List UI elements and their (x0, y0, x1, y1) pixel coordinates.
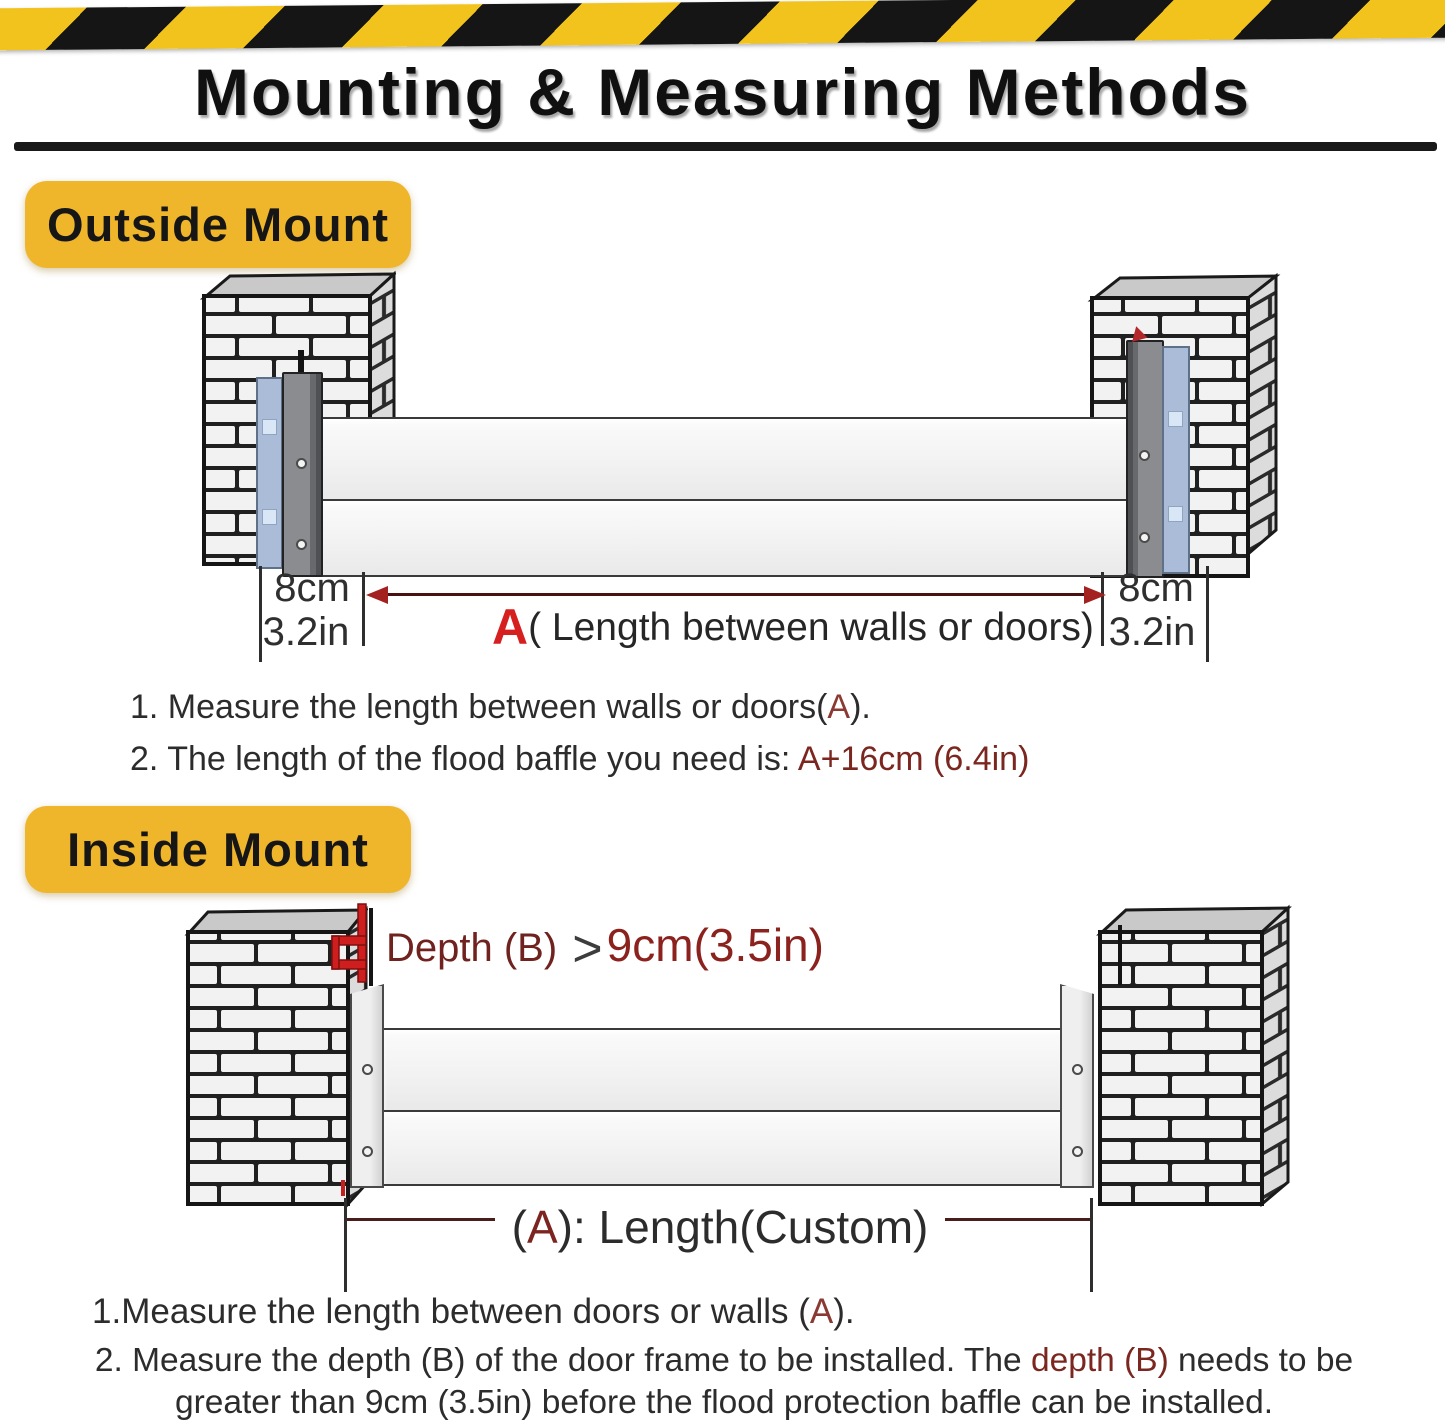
dim-right-cm: 8cm (1118, 566, 1194, 610)
dimension-tick (362, 572, 365, 646)
bolt-hole (362, 1064, 373, 1075)
seal-tab (262, 419, 277, 435)
seal-tab (262, 509, 277, 525)
bolt-hole (362, 1146, 373, 1157)
seal-tab (1168, 506, 1183, 522)
dimension-arrow (384, 593, 1086, 596)
inside-mount-step1: 1.Measure the length between doors or walls (A). (92, 1292, 855, 1331)
arrow-left-icon (366, 586, 388, 604)
dimension-tick (344, 1198, 347, 1292)
inside-mount-step2: 2. Measure the depth (B) of the door frame to be installed. The depth (B) needs to be greater than 9cm (3.5in) before the flood protection baffle can be installed. (94, 1342, 1354, 1421)
flood-barrier-board-bottom (382, 1110, 1064, 1186)
channel-post-left (350, 984, 384, 1188)
inside-mount-badge: Inside Mount (25, 806, 411, 893)
depth-marker-icon (330, 902, 368, 994)
hazard-tape-banner (0, 0, 1445, 50)
bolt-hole (1072, 1146, 1083, 1157)
outside-mount-badge: Outside Mount (25, 181, 411, 268)
wall-seal-strip-left (256, 377, 283, 569)
seal-tab (1168, 411, 1183, 427)
wall-seal-strip-right (1162, 346, 1190, 574)
anchor-rod (369, 908, 373, 986)
mounting-bracket-left (282, 372, 323, 577)
dim-left-in: 3.2in (262, 610, 350, 654)
red-tick-mark (341, 1180, 345, 1196)
brick-pillar-right (1096, 898, 1296, 1210)
length-a-letter: A (492, 599, 529, 655)
flood-barrier-board-top (318, 417, 1140, 501)
instruction-step: 2. The length of the flood baffle you need is: A+16cm (6.4in) (130, 740, 1030, 778)
dim-left-cm: 8cm (274, 566, 350, 610)
length-custom-label: (A): Length(Custom) (511, 1201, 929, 1253)
dimension-tick (1206, 566, 1209, 662)
instruction-step: 1. Measure the length between walls or doors(A). (130, 688, 871, 726)
bolt-hole (1139, 532, 1150, 543)
length-between-walls-label: A( Length between walls or doors) (492, 599, 1094, 655)
bolt-hole (1072, 1064, 1083, 1075)
bolt-hole (1139, 450, 1150, 461)
channel-post-right (1060, 984, 1094, 1188)
dimension-tick (1090, 1198, 1093, 1292)
outside-mount-instructions (130, 690, 1029, 794)
flood-barrier-board-bottom (318, 499, 1140, 577)
depth-label: Depth (B) >9cm(3.5in) (386, 919, 824, 978)
page-title: Mounting & Measuring Methods (194, 55, 1251, 129)
pillar-front-face (1100, 932, 1262, 1204)
dim-right-in: 3.2in (1108, 610, 1196, 654)
title-underline (14, 142, 1437, 151)
bolt-hole (296, 539, 307, 550)
anchor-rod (1118, 925, 1122, 985)
pillar-side-face (1248, 276, 1276, 554)
pillar-side-face (1262, 908, 1288, 1204)
bolt-hole (296, 458, 307, 469)
mounting-bracket-right (1126, 340, 1164, 578)
flood-barrier-board-top (382, 1028, 1064, 1112)
pillar-front-face (188, 932, 348, 1204)
